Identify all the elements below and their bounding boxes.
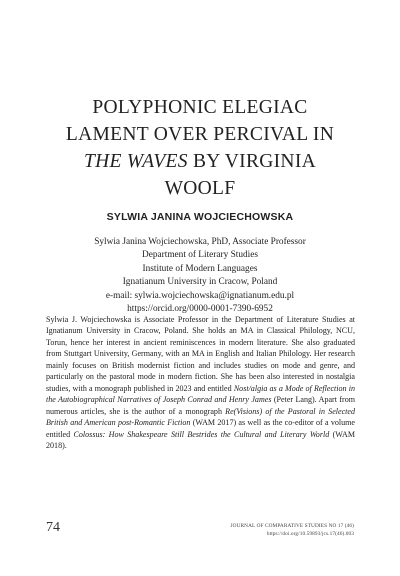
- affiliation-orcid[interactable]: https://orcid.org/0000-0001-7390-6952: [127, 304, 273, 315]
- bio-text-2: (Peter Lang). Apart from numerous articles, she is the author of a monograph: [46, 395, 355, 416]
- title-line-2: LAMENT OVER PERCIVAL IN: [65, 124, 335, 145]
- doi-link[interactable]: https://doi.org/10.59893/jcs.17(46).003: [266, 531, 354, 537]
- journal-footer: [231, 522, 354, 538]
- title-italic-work: THE WAVES: [84, 151, 188, 172]
- title-line-1: POLYPHONIC ELEGIAC: [92, 97, 308, 118]
- author-bio: [46, 314, 355, 451]
- bio-book-title-3: Colossus: How Shakespeare Still Bestrides the Cultural and Literary World: [73, 429, 330, 439]
- affiliation-institute: Institute of Modern Languages: [142, 263, 258, 274]
- affiliation-email[interactable]: e-mail: sylwia.wojciechowska@ignatianum.edu.pl: [105, 290, 295, 301]
- page-number: 74: [46, 520, 60, 535]
- affiliation-university: Ignatianum University in Cracow, Poland: [122, 277, 278, 288]
- title-line-4: WOOLF: [164, 178, 236, 199]
- title-line-3: [30, 148, 370, 175]
- affiliation-department: Department of Literary Studies: [142, 250, 258, 261]
- bio-paragraph: [46, 314, 355, 451]
- bio-text-3: (WAM 2017) as well as the co-editor of a volume entitled: [46, 418, 355, 439]
- journal-name: JOURNAL OF COMPARATIVE STUDIES NO 17 (46): [230, 523, 354, 529]
- bio-text-1: Sylwia J. Wojciechowska is Associate Professor in the Department of Literature Studies at Ignatianum University in Cracow, Poland. She holds an MA in Classical Philology, NCU, Torun, hence her interest in ancient reminiscences in modern literature. She also graduated from Stuttgart University, Germany, with an MA in English and Italian Philology. Her research mainly focuses on British modernist fiction and includes studies on mode and genre, and particularly on the pastoral mode in modern fiction. She has been also interested in nostalgia studies, with a monograph published in 2023 and entitled: [46, 315, 355, 393]
- author-name: SYLWIA JANINA WOJCIECHOWSKA: [106, 211, 294, 223]
- affiliation-name-line: Sylwia Janina Wojciechowska, PhD, Associate Professor: [94, 237, 306, 247]
- article-title: [30, 94, 370, 202]
- title-line-3-rest: BY VIRGINIA: [187, 151, 316, 172]
- bio-text-4: (WAM 2018).: [46, 429, 355, 450]
- bio-book-title-2: Re(Visions) of the Pastoral in Selected British and American post-Romantic Fiction: [46, 406, 355, 428]
- bio-book-title-1: Nost/algia as a Mode of Reflection in the Autobiographical Narratives of Joseph Conrad and Henry James: [46, 383, 355, 405]
- author-affiliation: [40, 236, 360, 316]
